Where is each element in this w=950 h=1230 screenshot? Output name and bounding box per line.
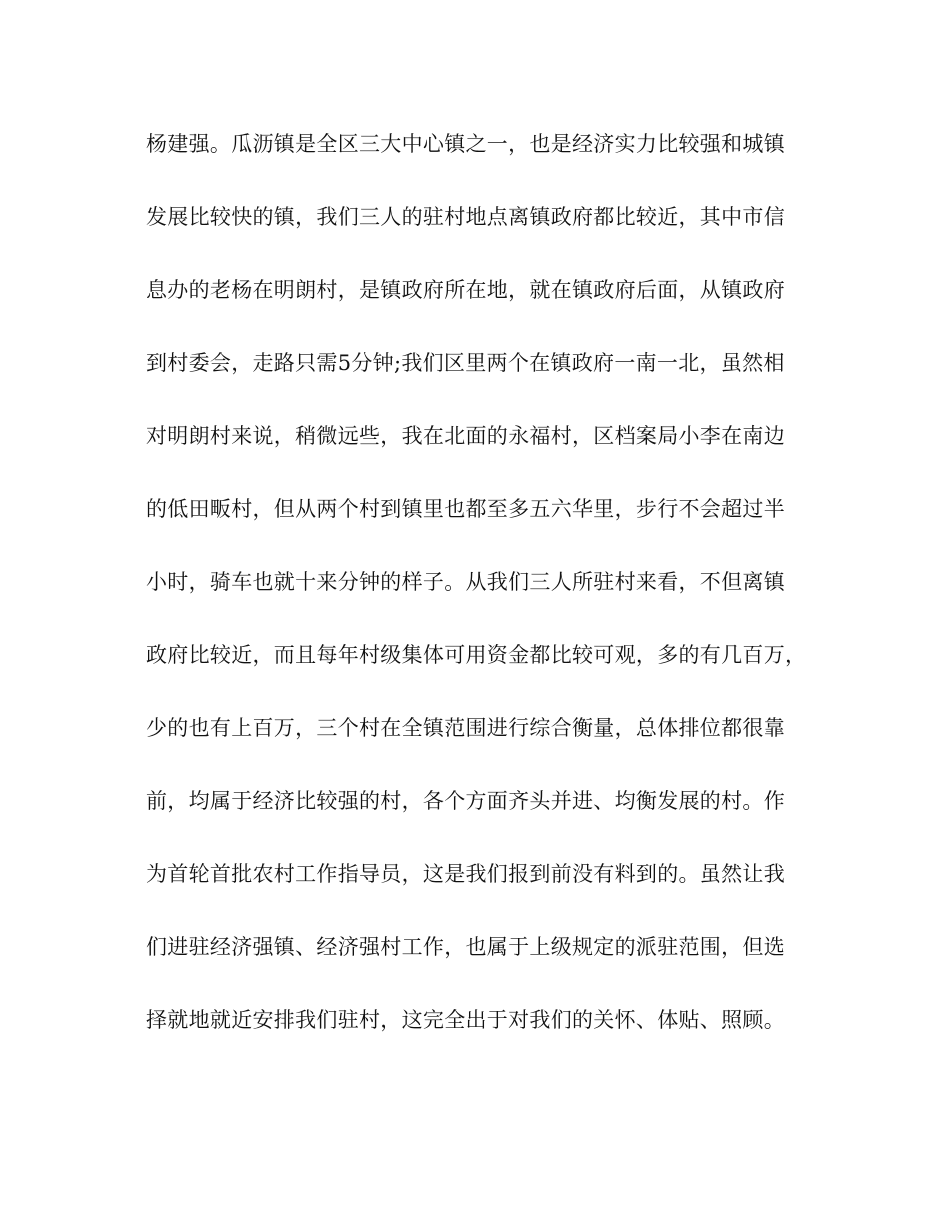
body-paragraph: [146, 125, 826, 1074]
text-line: 对明朗村来说，稍微远些，我在北面的永福村，区档案局小李在南边: [146, 424, 785, 448]
text-line: 为首轮首批农村工作指导员，这是我们报到前没有料到的。虽然让我: [146, 862, 785, 886]
text-line: 前，均属于经济比较强的村，各个方面齐头并进、均衡发展的村。作: [146, 789, 785, 813]
text-line: 的低田畈村，但从两个村到镇里也都至多五六华里，步行不会超过半: [146, 497, 785, 521]
text-line: 们进驻经济强镇、经济强村工作，也属于上级规定的派驻范围，但选: [146, 935, 785, 959]
text-line: 到村委会，走路只需5分钟;我们区里两个在镇政府一南一北，虽然相: [146, 351, 785, 375]
text-line: 少的也有上百万，三个村在全镇范围进行综合衡量，总体排位都很靠: [146, 716, 785, 740]
text-line: 择就地就近安排我们驻村，这完全出于对我们的关怀、体贴、照顾。: [146, 1008, 785, 1032]
text-line: 息办的老杨在明朗村，是镇政府所在地，就在镇政府后面，从镇政府: [146, 278, 785, 302]
text-line: 小时，骑车也就十来分钟的样子。从我们三人所驻村来看，不但离镇: [146, 570, 785, 594]
text-line: 杨建强。瓜沥镇是全区三大中心镇之一，也是经济实力比较强和城镇: [146, 132, 785, 156]
text-line: 发展比较快的镇，我们三人的驻村地点离镇政府都比较近，其中市信: [146, 205, 785, 229]
text-line: 政府比较近，而且每年村级集体可用资金都比较可观，多的有几百万，: [146, 643, 807, 667]
